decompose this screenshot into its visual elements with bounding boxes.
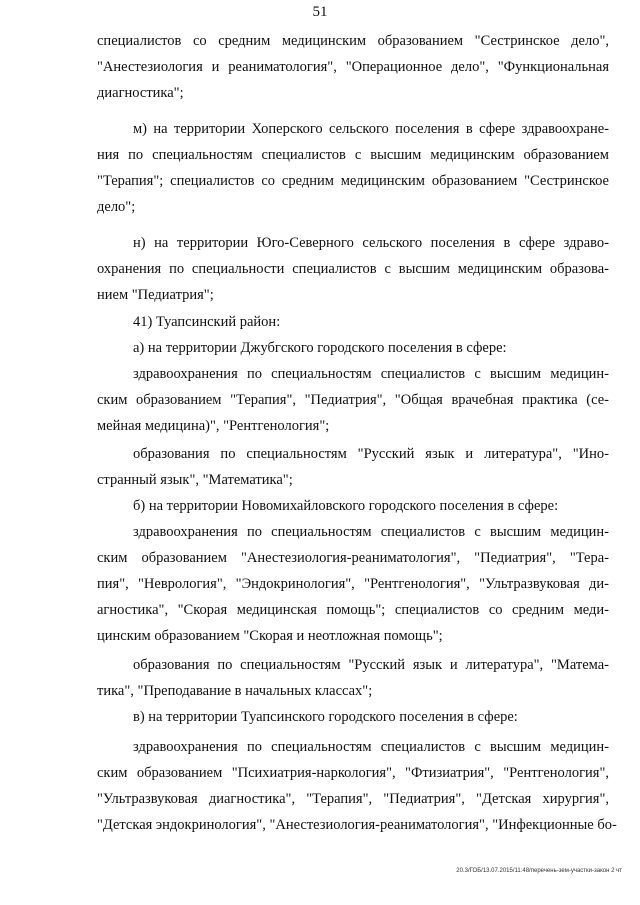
text-line: "Детская эндокринология", "Анестезиология-реаниматология", "Инфекционные бо-	[97, 817, 617, 833]
text-line: мейная медицина)", "Рентгенология";	[97, 418, 330, 434]
text-line: здравоохранения по специальностям специалистов с высшим медицин-	[133, 524, 609, 540]
text-line: специалистов со средним медицинским образованием "Сестринское дело",	[97, 33, 609, 49]
text-line: пия", "Неврология", "Эндокринология", "Рентгенология", "Ультразвуковая ди-	[97, 576, 609, 592]
text-line: м) на территории Хоперского сельского поселения в сфере здравоохране-	[133, 121, 609, 137]
text-line: ния по специальностям специалистов с высшим медицинским образованием	[97, 147, 609, 163]
text-line: здравоохранения по специальностям специалистов с высшим медицин-	[133, 739, 609, 755]
text-line: диагностика";	[97, 85, 184, 101]
text-line: нием "Педиатрия";	[97, 287, 214, 303]
text-line: здравоохранения по специальностям специалистов с высшим медицин-	[133, 366, 609, 382]
text-line: б) на территории Новомихайловского городского поселения в сфере:	[133, 498, 559, 514]
text-line: дело";	[97, 199, 136, 215]
text-line: агностика", "Скорая медицинская помощь"; специалистов со средним меди-	[97, 602, 609, 618]
text-line: ским образованием "Терапия", "Педиатрия", "Общая врачебная практика (се-	[97, 392, 609, 408]
text-line: 41) Туапсинский район:	[133, 314, 281, 330]
text-line: тика", "Преподавание в начальных классах";	[97, 683, 373, 699]
document-footer: 20.3/ГОБ/13.07.2015/11:48/перечень-зем-участки-закон 2 чт	[456, 868, 622, 874]
text-line: а) на территории Джубгского городского поселения в сфере:	[133, 340, 507, 356]
text-line: "Терапия"; специалистов со средним медицинским образованием "Сестринское	[97, 173, 609, 189]
text-line: ским образованием "Анестезиология-реаниматология", "Педиатрия", "Тера-	[97, 550, 609, 566]
text-line: образования по специальностям "Русский язык и литература", "Матема-	[133, 657, 609, 673]
text-line: охранения по специальности специалистов с высшим медицинским образова-	[97, 261, 609, 277]
text-line: ским образованием "Психиатрия-наркология", "Фтизиатрия", "Рентгенология",	[97, 765, 609, 781]
text-line: н) на территории Юго-Северного сельского поселения в сфере здраво-	[133, 235, 609, 251]
text-line: "Анестезиология и реаниматология", "Операционное дело", "Функциональная	[97, 59, 609, 75]
text-line: "Ультразвуковая диагностика", "Терапия", "Педиатрия", "Детская хирургия",	[97, 791, 609, 807]
text-line: в) на территории Туапсинского городского поселения в сфере:	[133, 709, 518, 725]
text-line: странный язык", "Математика";	[97, 472, 293, 488]
text-line: образования по специальностям "Русский язык и литература", "Ино-	[133, 446, 609, 462]
text-line: цинским образованием "Скорая и неотложная помощь";	[97, 628, 443, 644]
page-number: 51	[312, 4, 328, 20]
